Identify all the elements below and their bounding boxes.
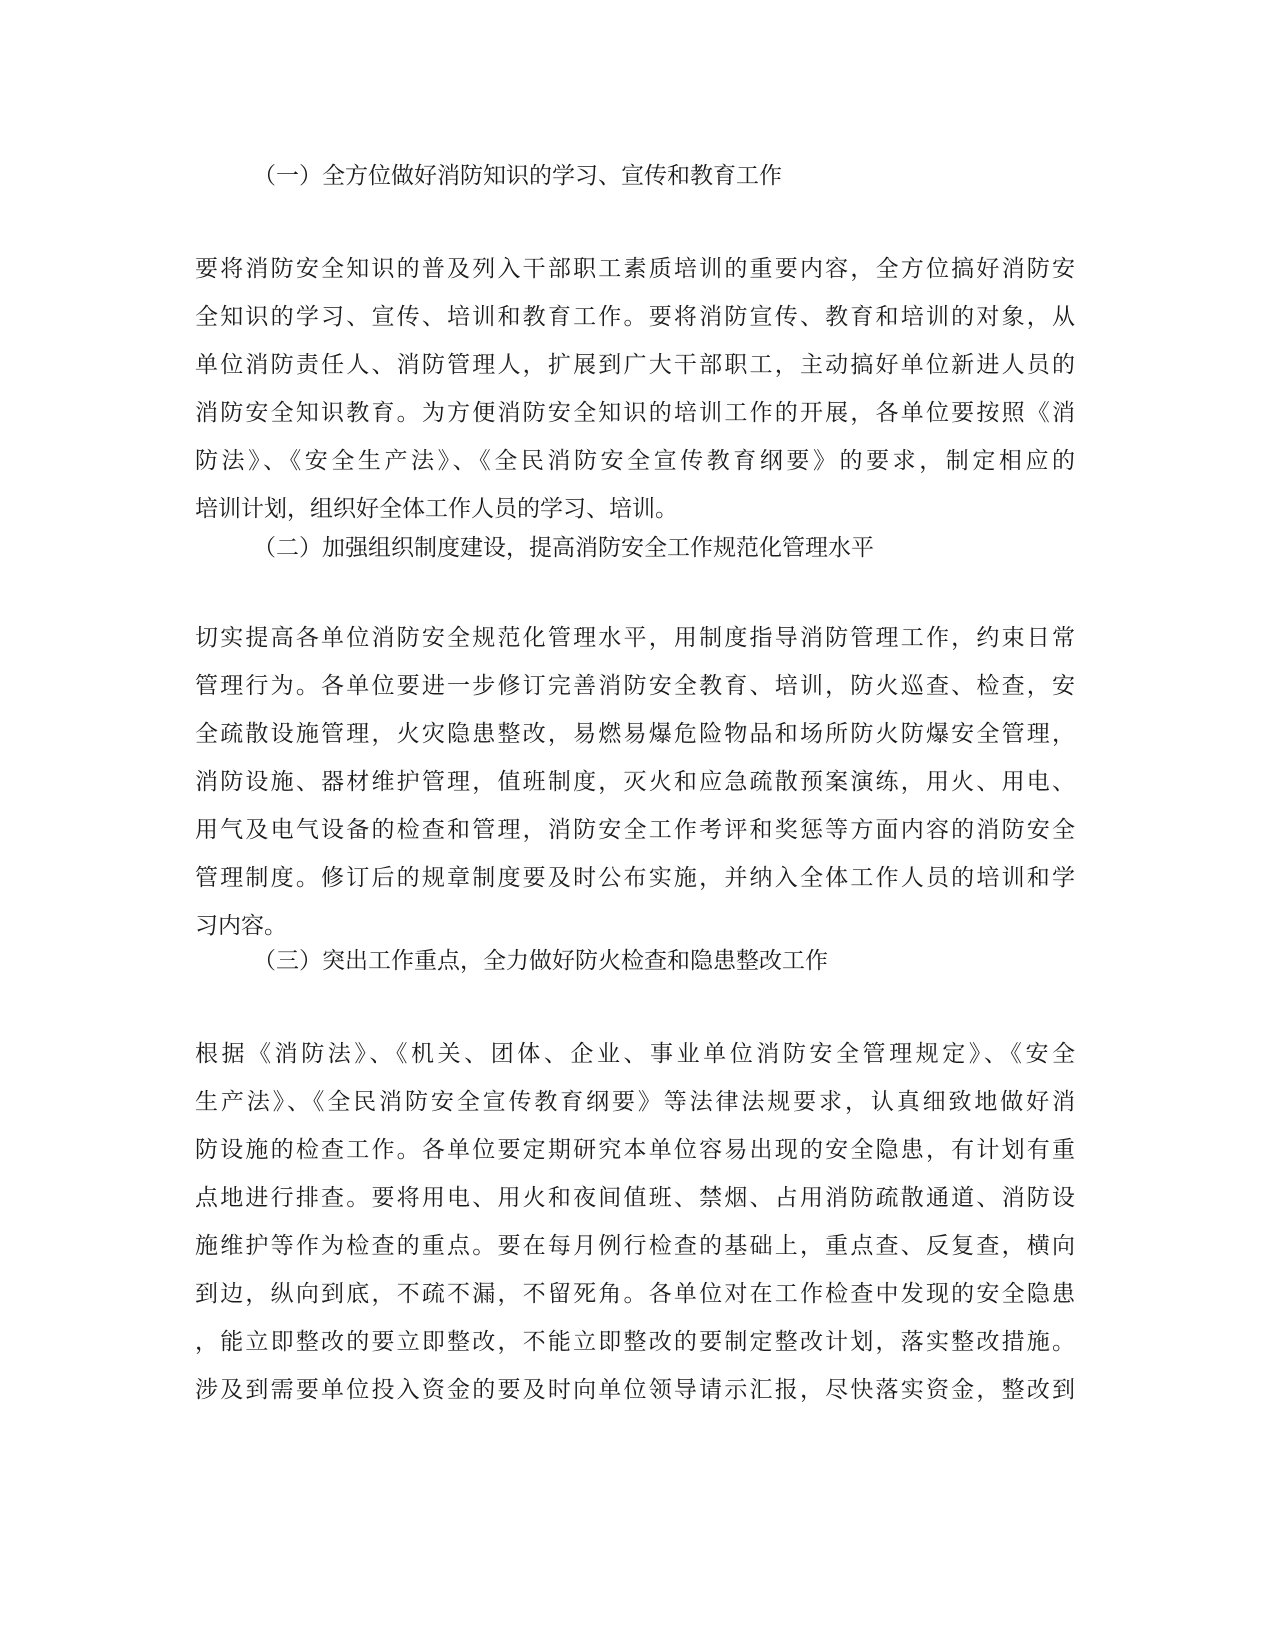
paragraph-line: 防设施的检查工作。各单位要定期研究本单位容易出现的安全隐患，有计划有重 [195,1137,1075,1163]
section-heading-1: （一）全方位做好消防知识的学习、宣传和教育工作 [253,163,782,189]
paragraph-line: 根据《消防法》、《机关、团体、企业、事业单位消防安全管理规定》、《安全 [195,1041,1075,1067]
paragraph-line: 管理行为。各单位要进一步修订完善消防安全教育、培训，防火巡查、检查，安 [195,673,1075,699]
paragraph-line: 管理制度。修订后的规章制度要及时公布实施，并纳入全体工作人员的培训和学 [195,865,1075,891]
paragraph-line: 用气及电气设备的检查和管理，消防安全工作考评和奖惩等方面内容的消防安全 [195,817,1075,843]
paragraph-line: 防法》、《安全生产法》、《全民消防安全宣传教育纲要》的要求，制定相应的 [195,448,1075,474]
paragraph-line: 涉及到需要单位投入资金的要及时向单位领导请示汇报，尽快落实资金，整改到 [195,1377,1075,1403]
paragraph-line: 消防安全知识教育。为方便消防安全知识的培训工作的开展，各单位要按照《消 [195,400,1075,426]
section-heading-2: （二）加强组织制度建设，提高消防安全工作规范化管理水平 [253,535,874,561]
paragraph-line: 单位消防责任人、消防管理人，扩展到广大干部职工，主动搞好单位新进人员的 [195,352,1075,378]
paragraph-line: 施维护等作为检查的重点。要在每月例行检查的基础上，重点查、反复查，横向 [195,1233,1075,1259]
section-paragraph-3 [195,1030,1075,1414]
section-paragraph-1 [195,245,1075,533]
paragraph-line: 生产法》、《全民消防安全宣传教育纲要》等法律法规要求，认真细致地做好消 [195,1089,1075,1115]
section-heading-3: （三）突出工作重点，全力做好防火检查和隐患整改工作 [253,948,828,974]
paragraph-line: 切实提高各单位消防安全规范化管理水平，用制度指导消防管理工作，约束日常 [195,625,1075,651]
paragraph-line: 全疏散设施管理，火灾隐患整改，易燃易爆危险物品和场所防火防爆安全管理， [195,721,1075,747]
paragraph-line: 全知识的学习、宣传、培训和教育工作。要将消防宣传、教育和培训的对象，从 [195,304,1075,330]
paragraph-line: 习内容。 [195,913,287,939]
paragraph-line: 到边，纵向到底，不疏不漏，不留死角。各单位对在工作检查中发现的安全隐患 [195,1281,1075,1307]
paragraph-line: 消防设施、器材维护管理，值班制度，灭火和应急疏散预案演练，用火、用电、 [195,769,1075,795]
section-paragraph-2 [195,614,1075,950]
paragraph-line: 要将消防安全知识的普及列入干部职工素质培训的重要内容，全方位搞好消防安 [195,256,1075,282]
paragraph-line: ，能立即整改的要立即整改，不能立即整改的要制定整改计划，落实整改措施。 [195,1329,1075,1355]
paragraph-line: 点地进行排查。要将用电、用火和夜间值班、禁烟、占用消防疏散通道、消防设 [195,1185,1075,1211]
paragraph-line: 培训计划，组织好全体工作人员的学习、培训。 [195,496,678,522]
